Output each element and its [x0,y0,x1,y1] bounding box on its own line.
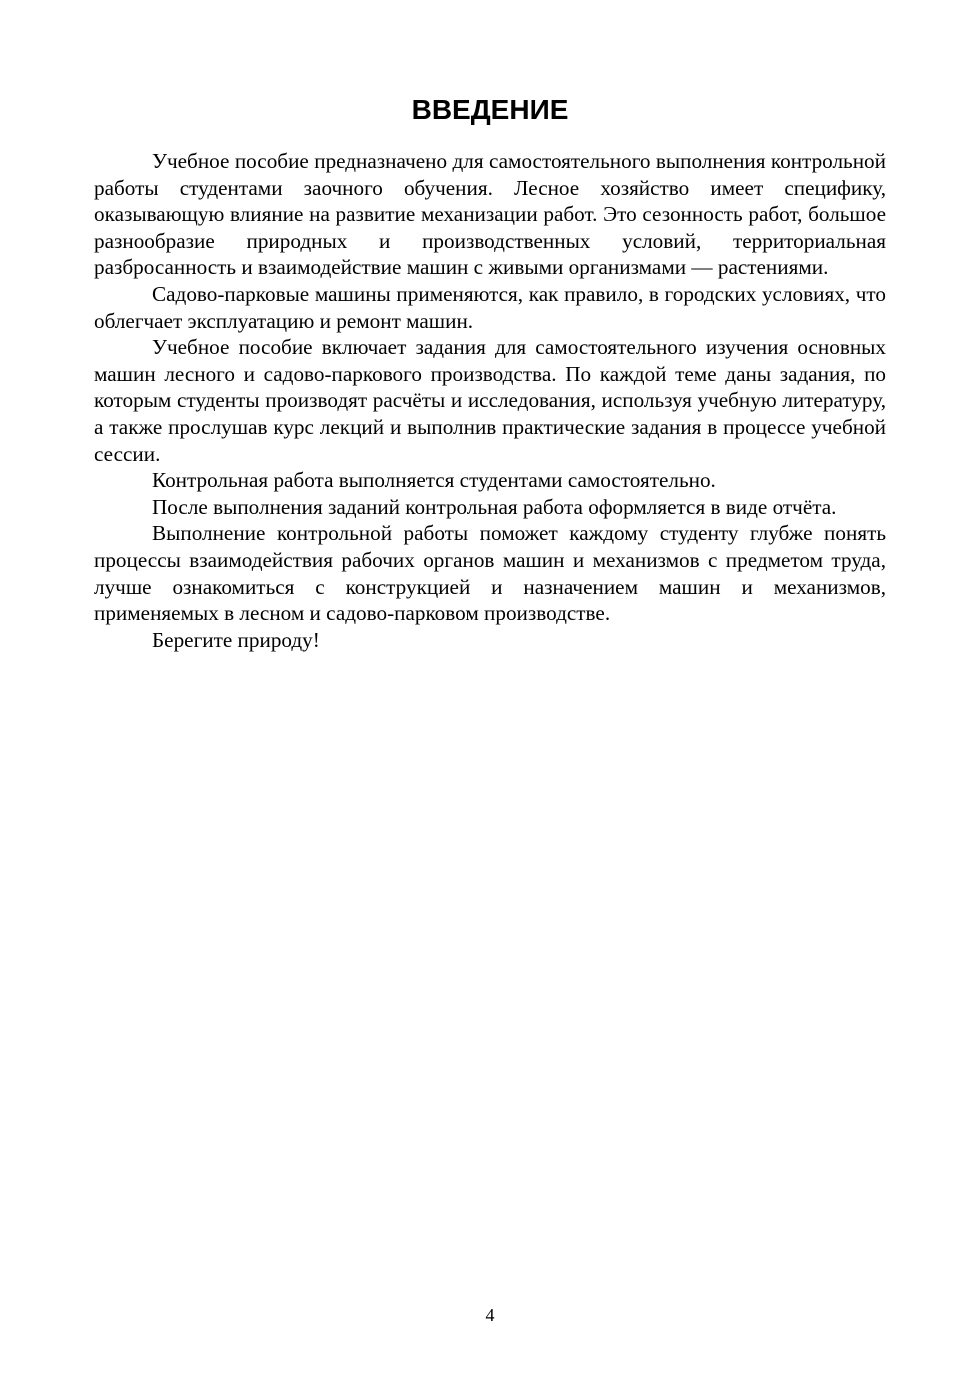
paragraph: После выполнения заданий контрольная работа оформляется в виде отчёта. [152,494,837,519]
paragraph: Учебное пособие предназначено для самостоятельного выполнения контрольной работы студентами заочного обучения. Лесное хозяйство имеет специфику, оказывающую влияние на развитие механизации работ. Это сезонность работ, большое разнообразие природных и производственных условий, территориальная разбросанность и взаимодействие машин с живыми организмами — растениями. [94,149,886,280]
page-title: ВВЕДЕНИЕ [411,94,569,125]
page-number: 4 [485,1305,495,1325]
paragraph: Садово-парковые машины применяются, как правило, в городских условиях, что облегчает эксплуатацию и ремонт машин. [94,281,886,333]
paragraph: Учебное пособие включает задания для самостоятельного изучения основных машин лесного и садово-паркового производства. По каждой теме даны задания, по которым студенты производят расчёты и исследования, используя учебную литературу, а также прослушав курс лекций и выполнив практические задания в процессе учебной сессии. [94,335,886,466]
paragraph: Выполнение контрольной работы поможет каждому студенту глубже понять процессы взаимодействия рабочих органов машин и механизмов с предметом труда, лучше ознакомиться с конструкцией и назначением машин и механизмов, применяемых в лесном и садово-парковом производстве. [94,521,886,626]
paragraph: Контрольная работа выполняется студентами самостоятельно. [152,468,716,493]
body-text [94,148,886,653]
paragraph: Берегите природу! [152,627,320,652]
